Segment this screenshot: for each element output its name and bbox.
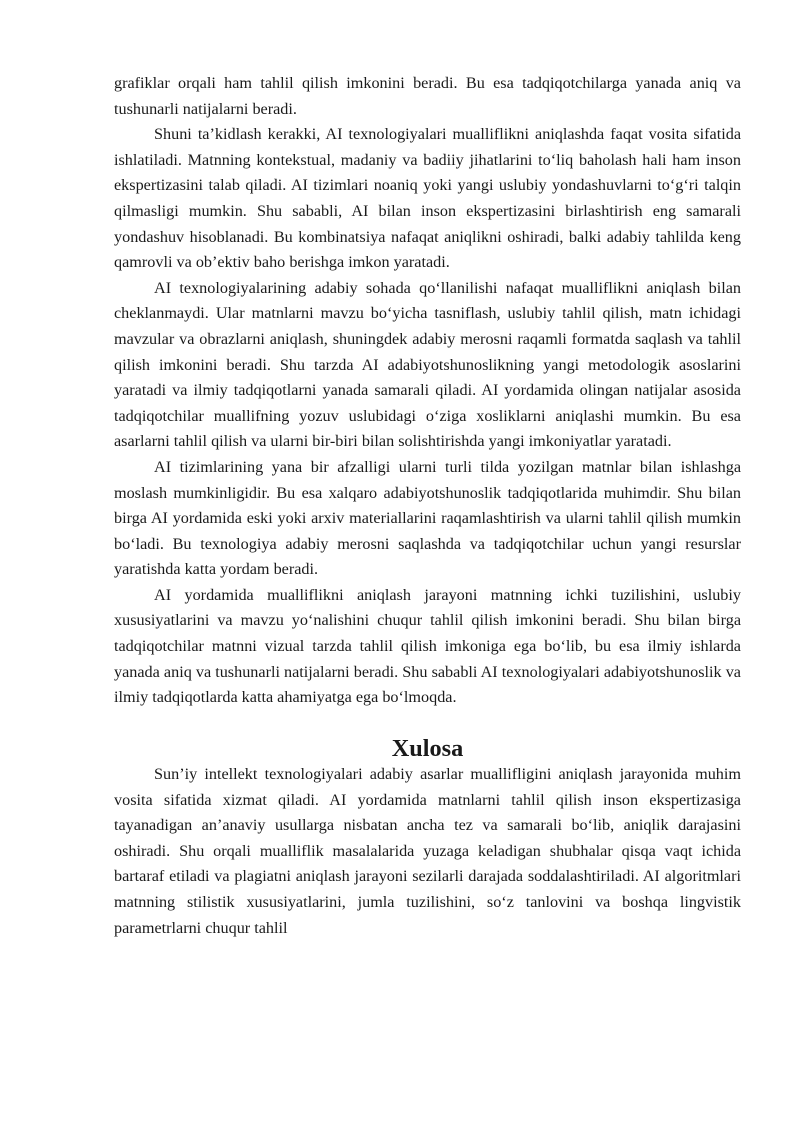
section-heading: Xulosa — [391, 735, 464, 763]
paragraph-5: AI yordamida mualliflikni aniqlash jarayoni matnning ichki tuzilishini, uslubiy xususiyatlarini va mavzu yo‘nalishini chuqur tahlil qilish imkonini beradi. Shu bilan birga tadqiqotchilar matnni vizual tarzda tahlil qilish imkoniga ega bo‘lib, bu esa ilmiy ishlarda yanada aniq va tushunarli natijalarni beradi. Shu sababli AI texnologiyalari adabiyotshunoslik va ilmiy tadqiqotlarda katta ahamiyatga ega bo‘lmoqda. — [114, 585, 741, 707]
conclusion-paragraph: Sun’iy intellekt texnologiyalari adabiy asarlar muallifligini aniqlash jarayonida muhim vosita sifatida xizmat qiladi. AI yordamida matnlarni tahlil qilish inson ekspertizasiga tayanadigan an’anaviy usullarga nisbatan ancha tez va samarali bo‘lib, aniqlik darajasini oshiradi. Shu orqali mualliflik masalalarida yuzaga keladigan shubhalar qisqa vaqt ichida bartaraf etiladi va plagiatni aniqlash jarayoni sezilarli darajada soddalashtiriladi. AI algoritmlari matnning stilistik xususiyatlarini, jumla tuzilishini, so‘z tanlovini va boshqa lingvistik parametrlarni chuqur tahlil — [114, 765, 741, 937]
paragraph-1: grafiklar orqali ham tahlil qilish imkonini beradi. Bu esa tadqiqotchilarga yanada aniq va tushunarli natijalarni beradi. — [114, 74, 741, 118]
paragraph-4: AI tizimlarining yana bir afzalligi ularni turli tilda yozilgan matnlar bilan ishlashga moslash mumkinligidir. Bu esa xalqaro adabiyotshunoslik tadqiqotlarida muhimdir. Shu bilan birga AI yordamida eski yoki arxiv materiallarini raqamlashtirish va ularni tahlil qilish mumkin bo‘ladi. Bu texnologiya adabiy merosni saqlashda va tadqiqotchilar uchun yangi resurslar yaratishda katta yordam beradi. — [114, 457, 741, 579]
document-page — [114, 71, 741, 941]
paragraph-2: Shuni ta’kidlash kerakki, AI texnologiyalari mualliflikni aniqlashda faqat vosita sifatida ishlatiladi. Matnning kontekstual, madaniy va badiiy jihatlarini to‘liq baholash hali ham inson ekspertizasini talab qiladi. AI tizimlari noaniq yoki yangi uslubiy yondashuvlarni to‘g‘ri talqin qilmasligi mumkin. Shu sababli, AI bilan inson ekspertizasini birlashtirish eng samarali yondashuv hisoblanadi. Bu kombinatsiya nafaqat aniqlikni oshiradi, balki adabiy tahlilda keng qamrovli va ob’ektiv baho berishga imkon yaratadi. — [114, 125, 741, 272]
paragraph-3: AI texnologiyalarining adabiy sohada qo‘llanilishi nafaqat mualliflikni aniqlash bilan cheklanmaydi. Ular matnlarni mavzu bo‘yicha tasniflash, uslubiy tahlil qilish, matn ichidagi mavzular va obrazlarni aniqlash, shuningdek adabiy merosni raqamli formatda saqlash va tahlil qilish imkonini beradi. Shu tarzda AI adabiyotshunoslikning yangi metodologik asoslarini yaratadi va ilmiy tadqiqotlarni yanada samarali qiladi. AI yordamida olingan natijalar asosida tadqiqotchilar muallifning yozuv uslubidagi o‘ziga xosliklarni aniqlashi mumkin. Bu esa asarlarni tahlil qilish va ularni bir-biri bilan solishtirishda yangi imkoniyatlar yaratadi. — [114, 278, 741, 451]
